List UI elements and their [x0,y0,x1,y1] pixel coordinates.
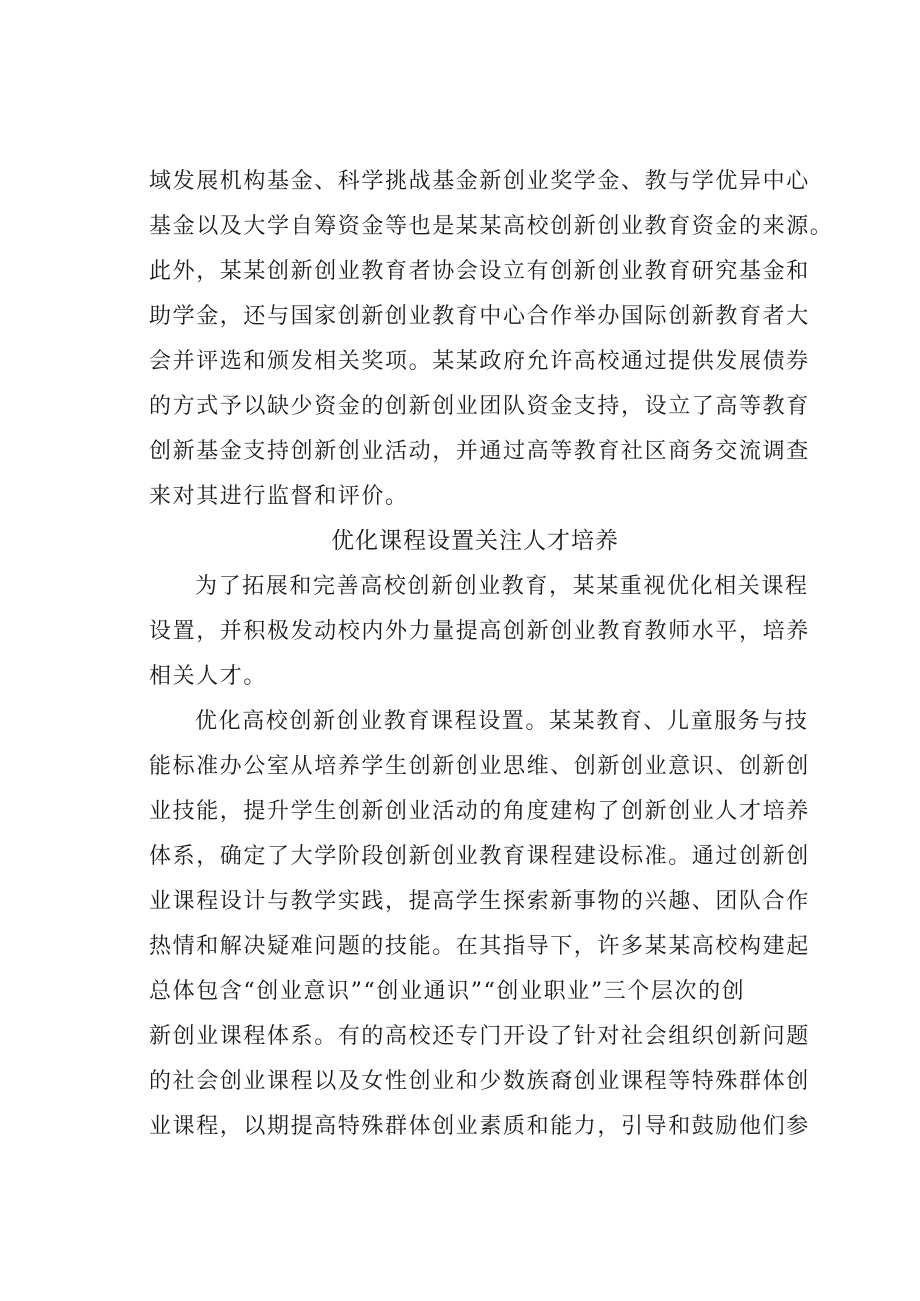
text-line: 会并评选和颁发相关奖项。某某政府允许高校通过提供发展债券 [149,349,810,374]
text-line: 新创业课程体系。有的高校还专门开设了针对社会组织创新问题 [149,1024,810,1049]
text-line: 域发展机构基金、科学挑战基金新创业奖学金、教与学优异中心 [149,169,810,194]
text-line: 为了拓展和完善高校创新创业教育，某某重视优化相关课程 [195,574,809,599]
paragraph-funding-sources [149,159,834,519]
document-body [149,159,834,1149]
text-line: 设置，并积极发动校内外力量提高创新创业教育教师水平，培养 [149,619,810,644]
text-line: 总体包含“创业意识”“创业通识”“创业职业”三个层次的创 [149,979,746,1004]
paragraph-intro [149,564,810,699]
text-line: 能标准办公室从培养学生创新创业思维、创新创业意识、创新创 [149,754,810,779]
text-line: 业课程，以期提高特殊群体创业素质和能力，引导和鼓励他们参 [149,1114,810,1139]
text-line: 来对其进行监督和评价。 [149,484,409,509]
text-line: 的社会创业课程以及女性创业和少数族裔创业课程等特殊群体创 [149,1069,810,1094]
text-line: 此外，某某创新创业教育者协会设立有创新创业教育研究基金和 [149,259,810,284]
text-line: 业技能，提升学生创新创业活动的角度建构了创新创业人才培养 [149,799,810,824]
text-line: 助学金，还与国家创新创业教育中心合作举办国际创新教育者大 [149,304,810,329]
text-line: 基金以及大学自筹资金等也是某某高校创新创业教育资金的来源。 [149,214,834,239]
text-line: 体系，确定了大学阶段创新创业教育课程建设标准。通过创新创 [149,844,810,869]
text-line: 热情和解决疑难问题的技能。在其指导下，许多某某高校构建起 [149,934,810,959]
section-heading: 优化课程设置关注人才培养 [331,528,619,554]
text-line: 业课程设计与教学实践，提高学生探索新事物的兴趣、团队合作 [149,889,810,914]
paragraph-curriculum [149,699,810,1149]
text-line: 创新基金支持创新创业活动，并通过高等教育社区商务交流调查 [149,439,810,464]
text-line: 的方式予以缺少资金的创新创业团队资金支持，设立了高等教育 [149,394,810,419]
text-line: 相关人才。 [149,664,268,689]
text-line: 优化高校创新创业教育课程设置。某某教育、儿童服务与技 [195,709,809,734]
